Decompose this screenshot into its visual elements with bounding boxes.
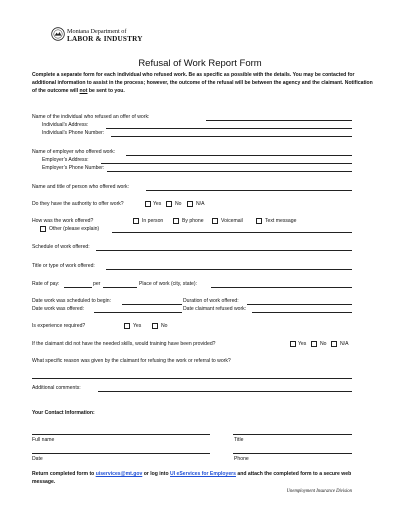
- date-refused-label: Date claimant refused work:: [183, 306, 247, 312]
- full-name-label: Full name: [32, 437, 55, 443]
- date-field[interactable]: [32, 453, 210, 454]
- rate-period-field[interactable]: [103, 287, 137, 288]
- date-scheduled-field[interactable]: [122, 304, 182, 305]
- by-phone-checkbox[interactable]: [173, 218, 179, 224]
- schedule-field[interactable]: [96, 250, 352, 251]
- by-phone-label: By phone: [182, 218, 204, 224]
- authority-yes-label: Yes: [153, 201, 162, 207]
- email-link[interactable]: uiservices@mt.gov: [95, 471, 143, 477]
- person-offered-label: Name and title of person who offered work:: [32, 184, 130, 190]
- text-message-checkbox[interactable]: [256, 218, 262, 224]
- phone-label: Phone: [234, 456, 249, 462]
- employer-name-label: Name of employer who offered work:: [32, 149, 116, 155]
- date-offered-label: Date work was offered:: [32, 306, 84, 312]
- return-instructions: Return completed form to uiservices@mt.gov or log into UI eServices for Employers and attach the completed form to a secure web message.: [32, 471, 352, 485]
- additional-comments-field[interactable]: [98, 391, 352, 392]
- place-of-work-label: Place of work (city, state):: [139, 281, 197, 287]
- other-explain-field[interactable]: [112, 232, 352, 233]
- individual-name-field[interactable]: [206, 120, 352, 121]
- per-label: per: [93, 281, 101, 287]
- training-na-checkbox[interactable]: [331, 341, 337, 347]
- schedule-label: Schedule of work offered:: [32, 244, 90, 250]
- employer-address-label: Employer’s Address:: [42, 157, 89, 163]
- authority-no-label: No: [175, 201, 182, 207]
- date-label: Date: [32, 456, 43, 462]
- department-seal-icon: [51, 27, 65, 41]
- training-na-label: N/A: [340, 341, 349, 347]
- individual-address-label: Individual’s Address:: [42, 122, 89, 128]
- additional-comments-label: Additional comments:: [32, 385, 81, 391]
- phone-field[interactable]: [233, 453, 352, 454]
- training-question-label: If the claimant did not have the needed skills, would training have been provided?: [32, 341, 216, 347]
- offered-how-label: How was the work offered?: [32, 218, 94, 224]
- employer-phone-field[interactable]: [107, 171, 352, 172]
- duration-field[interactable]: [247, 304, 352, 305]
- title-type-field[interactable]: [106, 269, 352, 270]
- experience-no-checkbox[interactable]: [152, 323, 158, 329]
- person-offered-field[interactable]: [146, 190, 352, 191]
- title-label: Title: [234, 437, 244, 443]
- individual-phone-label: Individual’s Phone Number:: [42, 130, 105, 136]
- employer-address-field[interactable]: [101, 163, 352, 164]
- title-field[interactable]: [233, 434, 352, 435]
- training-yes-label: Yes: [298, 341, 307, 347]
- training-yes-checkbox[interactable]: [290, 341, 296, 347]
- authority-yes-checkbox[interactable]: [145, 201, 151, 207]
- department-name-line2: LABOR & INDUSTRY: [67, 34, 143, 43]
- date-refused-field[interactable]: [252, 312, 352, 313]
- eservices-link[interactable]: UI eServices for Employers: [170, 471, 236, 477]
- form-instructions: Complete a separate form for each individual who refused work. Be as specific as possible with the details. You may be contacted for additional information to assist in the process; however, the outcome of the refusal will be between the agency and the claimant. Notification of the outcome will not be sent to you.: [32, 72, 373, 94]
- voicemail-label: Voicemail: [221, 218, 243, 224]
- training-no-label: No: [320, 341, 327, 347]
- employer-name-field[interactable]: [126, 155, 352, 156]
- reason-answer-line[interactable]: [32, 378, 352, 379]
- title-type-label: Title or type of work offered:: [32, 263, 95, 269]
- other-checkbox[interactable]: [40, 226, 46, 232]
- text-message-label: Text message: [265, 218, 297, 224]
- department-name-line1: Montana Department of: [67, 27, 127, 35]
- experience-yes-label: Yes: [133, 323, 142, 329]
- duration-label: Duration of work offered:: [183, 298, 239, 304]
- date-scheduled-label: Date work was scheduled to begin:: [32, 298, 111, 304]
- in-person-checkbox[interactable]: [133, 218, 139, 224]
- reason-question-label: What specific reason was given by the claimant for refusing the work or referral to work?: [32, 358, 231, 364]
- training-no-checkbox[interactable]: [311, 341, 317, 347]
- authority-na-label: N/A: [196, 201, 205, 207]
- date-offered-field[interactable]: [94, 312, 182, 313]
- experience-yes-checkbox[interactable]: [124, 323, 130, 329]
- employer-phone-label: Employer’s Phone Number:: [42, 165, 105, 171]
- experience-no-label: No: [161, 323, 168, 329]
- voicemail-checkbox[interactable]: [212, 218, 218, 224]
- in-person-label: In person: [142, 218, 164, 224]
- individual-phone-field[interactable]: [111, 136, 352, 137]
- contact-heading: Your Contact Information:: [32, 410, 95, 416]
- individual-address-field[interactable]: [106, 128, 352, 129]
- rate-amount-field[interactable]: [64, 287, 92, 288]
- individual-name-label: Name of the individual who refused an offer of work:: [32, 114, 150, 120]
- other-label: Other (please explain): [49, 226, 100, 232]
- rate-of-pay-label: Rate of pay:: [32, 281, 60, 287]
- place-of-work-field[interactable]: [211, 287, 352, 288]
- form-title: Refusal of Work Report Form: [138, 58, 262, 69]
- full-name-field[interactable]: [32, 434, 210, 435]
- experience-required-label: Is experience required?: [32, 323, 86, 329]
- division-name: Unemployment Insurance Division: [286, 489, 352, 494]
- authority-no-checkbox[interactable]: [166, 201, 172, 207]
- authority-question-label: Do they have the authority to offer work?: [32, 201, 124, 207]
- authority-na-checkbox[interactable]: [187, 201, 193, 207]
